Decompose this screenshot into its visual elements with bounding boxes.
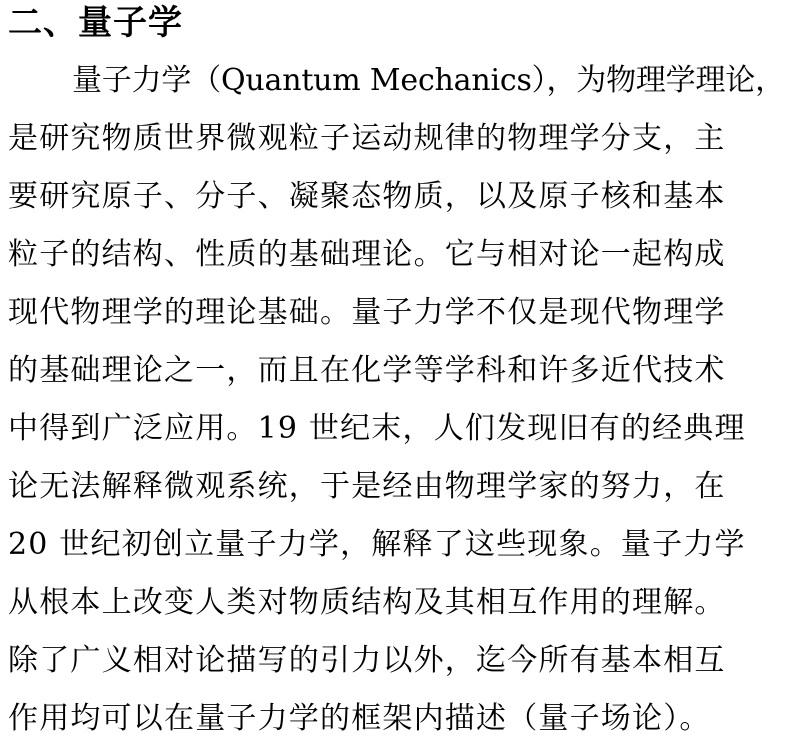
paragraph-line-11: 除了广义相对论描写的引力以外，迄今所有基本相互 xyxy=(8,643,726,678)
paragraph-line-1: 量子力学（Quantum Mechanics），为物理学理论， xyxy=(72,63,785,98)
paragraph-line-7: 中得到广泛应用。19 世纪末，人们发现旧有的经典理 xyxy=(8,411,746,446)
paragraph-line-6: 的基础理论之一，而且在化学等学科和许多近代技术 xyxy=(8,353,726,388)
paragraph-line-4: 粒子的结构、性质的基础理论。它与相对论一起构成 xyxy=(8,237,726,272)
paragraph-line-10: 从根本上改变人类对物质结构及其相互作用的理解。 xyxy=(8,585,726,620)
paragraph-line-12: 作用均可以在量子力学的框架内描述（量子场论）。 xyxy=(8,701,711,736)
paragraph-line-9: 20 世纪初创立量子力学，解释了这些现象。量子力学 xyxy=(8,527,746,562)
paragraph-line-3: 要研究原子、分子、凝聚态物质，以及原子核和基本 xyxy=(8,179,726,214)
section-heading: 二、量子学 xyxy=(8,3,183,43)
paragraph-line-2: 是研究物质世界微观粒子运动规律的物理学分支，主 xyxy=(8,121,726,156)
paragraph-line-5: 现代物理学的理论基础。量子力学不仅是现代物理学 xyxy=(8,295,726,330)
paragraph-line-8: 论无法解释微观系统，于是经由物理学家的努力，在 xyxy=(8,469,726,504)
